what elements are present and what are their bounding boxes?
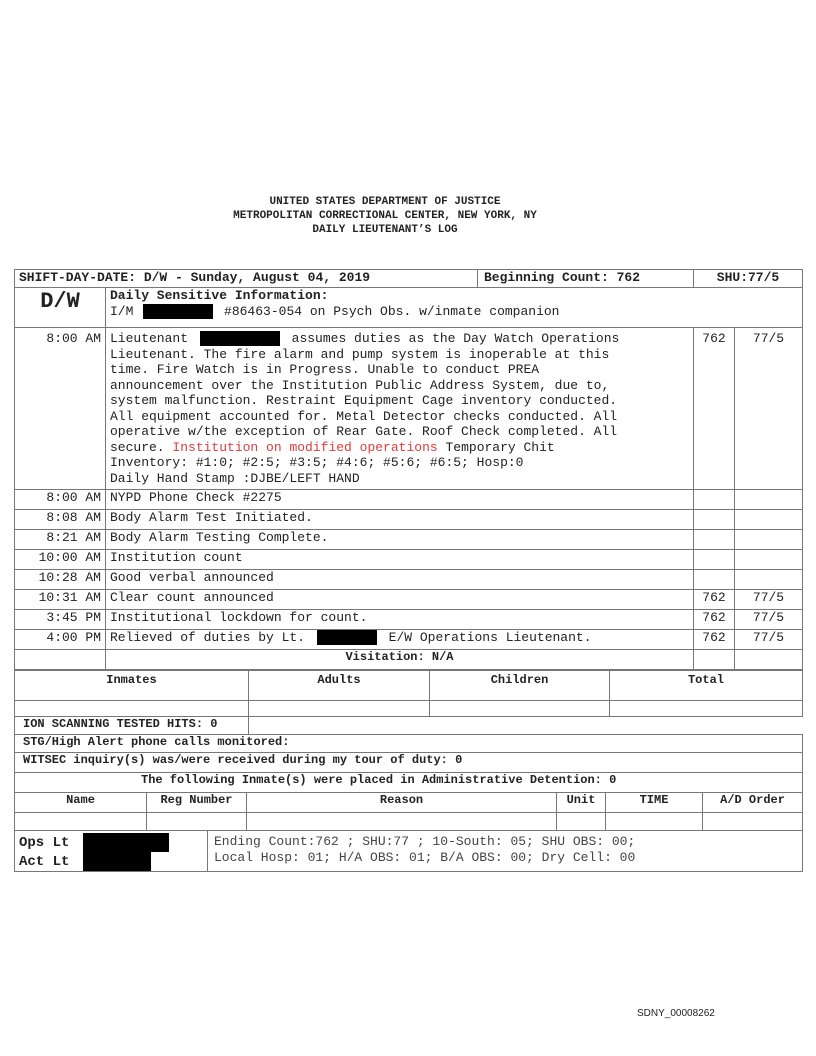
redaction-box [83, 833, 169, 852]
info-table [14, 734, 803, 831]
document-header [0, 195, 770, 237]
witsec-inquiry: WITSEC inquiry(s) was/were received during my tour of duty: 0 [15, 753, 803, 773]
entry-time: 3:45 PM [15, 610, 106, 630]
ad-header-time: TIME [606, 793, 703, 813]
entry-text: Relieved of duties by Lt. E/W Operations Lieutenant. [106, 630, 694, 650]
redaction-box [200, 331, 280, 346]
entry-shu: 77/5 [735, 610, 803, 630]
shu-count: SHU:77/5 [694, 270, 803, 288]
entry-time: 8:00 AM [15, 490, 106, 510]
signature-block [15, 831, 208, 872]
sensitive-title: Daily Sensitive Information: [110, 288, 329, 303]
ending-count-line1: Ending Count:762 ; SHU:77 ; 10-South: 05; SHU OBS: 00; [214, 834, 636, 849]
act-lt-label: Act Lt [19, 854, 70, 871]
entry-count: 762 [694, 590, 735, 610]
ad-header-reason: Reason [247, 793, 557, 813]
log-table [14, 269, 803, 670]
ion-scanning: ION SCANNING TESTED HITS: 0 [15, 717, 249, 735]
entry-text: NYPD Phone Check #2275 [106, 490, 694, 510]
entry-count: 762 [694, 630, 735, 650]
sensitive-line: I/M #86463-054 on Psych Obs. w/inmate companion [110, 303, 560, 319]
beginning-count: Beginning Count: 762 [478, 270, 694, 288]
redaction-box [143, 304, 213, 319]
header-agency: UNITED STATES DEPARTMENT OF JUSTICE [269, 196, 501, 208]
modified-operations-note: Institution on modified operations [172, 439, 438, 455]
entry-text: Body Alarm Test Initiated. [106, 510, 694, 530]
entry-shu: 77/5 [735, 590, 803, 610]
ad-header-unit: Unit [557, 793, 606, 813]
ad-header-reg: Reg Number [147, 793, 247, 813]
ops-lt-label: Ops Lt [19, 835, 70, 852]
entry-text: Institutional lockdown for count. [106, 610, 694, 630]
visitation-header-inmates: Inmates [15, 671, 249, 701]
entry-time: 10:28 AM [15, 570, 106, 590]
visitation-header-children: Children [430, 671, 610, 701]
stg-calls: STG/High Alert phone calls monitored: [15, 735, 803, 753]
entry-time: 10:00 AM [15, 550, 106, 570]
entry-text: Institution count [106, 550, 694, 570]
entry-count: 762 [694, 328, 735, 490]
entry-text: Good verbal announced [106, 570, 694, 590]
entry-text: Lieutenant assumes duties as the Day Watch Operations Lieutenant. The fire alarm and pump system is inoperable at this time. Fire Watch is in Progress. Unable to conduct PREA announcement over the Institution Public Address System, due to, system malfunction. Restraint Equipment Cage inventory conducted. All equipment accounted for. Metal Detector checks conducted. All operative w/the exception of Rear Gate. Roof Check completed. All secure. Institution on modified operations Temporary Chit Inventory: #1:0; #2:5; #3:5; #4:6; #5:6; #6:5; Hosp:0 Daily Hand Stamp :DJBE/LEFT HAND [106, 328, 694, 490]
entry-text: Clear count announced [106, 590, 694, 610]
entry-time: 8:00 AM [15, 328, 106, 490]
redaction-box [83, 852, 151, 871]
visitation-table [14, 670, 803, 735]
ad-title: The following Inmate(s) were placed in Administrative Detention: 0 [15, 773, 803, 793]
visitation-title: Visitation: N/A [106, 650, 694, 670]
entry-shu: 77/5 [735, 630, 803, 650]
ad-header-name: Name [15, 793, 147, 813]
redaction-box [317, 630, 377, 645]
entry-time: 4:00 PM [15, 630, 106, 650]
entry-count: 762 [694, 610, 735, 630]
ad-header-order: A/D Order [703, 793, 803, 813]
ending-count-line2: Local Hosp: 01; H/A OBS: 01; B/A OBS: 00; Dry Cell: 00 [214, 849, 636, 865]
watch-label: D/W [15, 288, 106, 328]
shift-day-date: SHIFT-DAY-DATE: D/W - Sunday, August 04, 2019 [15, 270, 478, 288]
visitation-header-total: Total [610, 671, 803, 701]
closing-table [14, 830, 803, 872]
header-facility: METROPOLITAN CORRECTIONAL CENTER, NEW YORK, NY [233, 210, 537, 222]
entry-text: Body Alarm Testing Complete. [106, 530, 694, 550]
entry-time: 8:08 AM [15, 510, 106, 530]
visitation-header-adults: Adults [249, 671, 430, 701]
ending-count-summary [208, 831, 803, 872]
header-log-title: DAILY LIEUTENANT’S LOG [312, 224, 458, 236]
entry-shu: 77/5 [735, 328, 803, 490]
sensitive-info [106, 288, 803, 328]
bates-number: SDNY_00008262 [637, 1008, 715, 1019]
entry-time: 8:21 AM [15, 530, 106, 550]
entry-time: 10:31 AM [15, 590, 106, 610]
